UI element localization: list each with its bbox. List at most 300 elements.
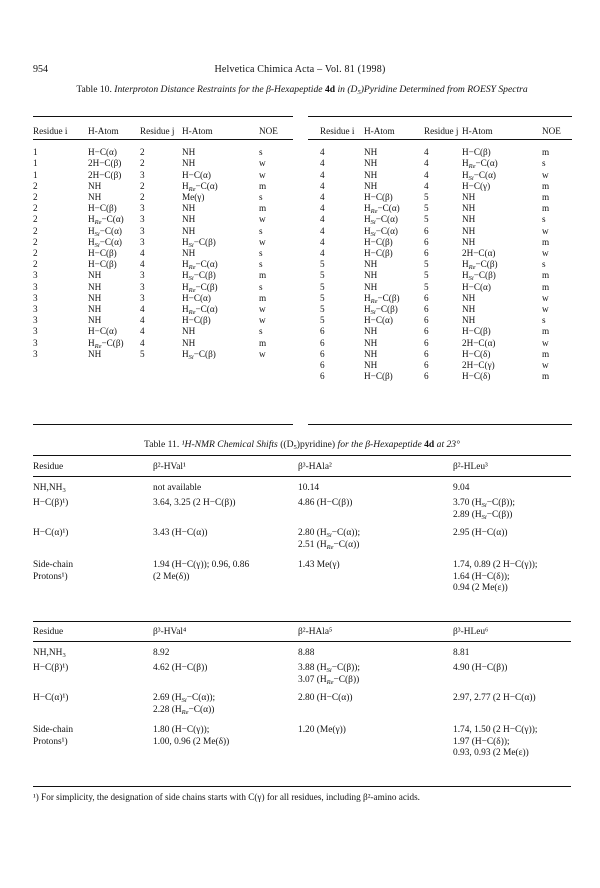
col-header-noe: NOE xyxy=(259,126,278,136)
table-row xyxy=(33,237,291,248)
cell-h-atom-j: NH xyxy=(462,225,476,236)
cell-residue-i: 5 xyxy=(320,270,325,281)
cell-noe: w xyxy=(542,337,549,348)
journal-title: Helvetica Chimica Acta – Vol. 81 (1998) xyxy=(214,64,386,75)
cell-h-atom-j: NH xyxy=(462,304,476,315)
cell-residue-i: 4 xyxy=(320,169,325,180)
cell-h-atom-i: $H_{Re}-C(\alpha)$ xyxy=(88,214,124,227)
cell-noe: m xyxy=(542,348,550,359)
table-row xyxy=(33,203,291,214)
cell-residue-i: 4 xyxy=(320,203,325,214)
table-row xyxy=(320,170,572,181)
cell-residue-j: 6 xyxy=(424,371,429,382)
cell-noe: m xyxy=(542,147,550,158)
cell-residue-j: 2 xyxy=(140,147,145,158)
table-row xyxy=(33,315,291,326)
cell-side-chain: 1.94 (H−C(γ)); 0.96, 0.86 (2 Me(δ)) xyxy=(153,560,250,582)
cell-nh: 8.92 xyxy=(153,648,170,658)
cell-h-c-beta: 4.86 (H−C(β)) xyxy=(298,498,353,508)
cell-residue-j: 4 xyxy=(140,248,145,259)
cell-residue-j: 4 xyxy=(140,315,145,326)
cell-noe: s xyxy=(259,326,263,337)
cell-h-atom-i: $H_{Si}-C(\alpha)$ xyxy=(364,225,398,238)
col-header-residue: Residue xyxy=(33,462,64,472)
cell-noe: w xyxy=(259,158,266,169)
table-row xyxy=(320,371,572,382)
cell-h-atom-j: 2H−C(γ) xyxy=(462,360,495,371)
cell-residue-i: 3 xyxy=(33,348,38,359)
cell-residue-j: 2 xyxy=(140,192,145,203)
row-label-side-chain: Side-chain Protons¹) xyxy=(33,560,74,582)
cell-h-atom-i: H−C(β) xyxy=(364,371,393,382)
cell-residue-j: 5 xyxy=(424,270,429,281)
cell-residue-i: 2 xyxy=(33,248,38,259)
running-header xyxy=(33,64,567,78)
cell-residue-i: 1 xyxy=(33,169,38,180)
cell-h-atom-j: $H_{Re}-C(\alpha)$ xyxy=(182,259,218,272)
cell-h-atom-i: NH xyxy=(364,147,378,158)
col-header-h-atom: H-Atom xyxy=(364,126,395,136)
cell-noe: w xyxy=(259,214,266,225)
cell-residue-j: 5 xyxy=(424,259,429,270)
cell-noe: m xyxy=(542,281,550,292)
cell-residue-j: 4 xyxy=(424,180,429,191)
cell-h-atom-j: NH xyxy=(182,158,196,169)
table10-header-row xyxy=(33,120,291,143)
cell-h-atom-j: H−C(δ) xyxy=(462,371,491,382)
col-header-residue-i: Residue i xyxy=(33,126,68,136)
col-header-residue-j: Residue j xyxy=(140,126,175,136)
cell-noe: m xyxy=(259,292,267,303)
cell-residue-j: 6 xyxy=(424,326,429,337)
cell-residue-i: 6 xyxy=(320,337,325,348)
cell-h-atom-i: H−C(α) xyxy=(364,315,393,326)
page-number: 954 xyxy=(33,64,48,75)
cell-noe: m xyxy=(542,270,550,281)
cell-h-atom-j: $H_{Si}-C(\beta)$ xyxy=(182,348,216,361)
cell-noe: w xyxy=(542,225,549,236)
cell-residue-i: 1 xyxy=(33,158,38,169)
table10-caption: Table 10. Interproton Distance Restraints for the β-Hexapeptide 4d in $(D_5)Pyridine$ Determined from ROESY Spectra xyxy=(76,84,528,96)
cell-residue-i: 5 xyxy=(320,259,325,270)
table-row xyxy=(33,259,291,270)
cell-nh: 8.81 xyxy=(453,648,470,658)
cell-residue-i: 3 xyxy=(33,281,38,292)
cell-residue-i: 5 xyxy=(320,304,325,315)
cell-residue-j: 2 xyxy=(140,158,145,169)
cell-residue-j: 3 xyxy=(140,214,145,225)
cell-h-atom-i: H−C(β) xyxy=(364,192,393,203)
cell-residue-j: 3 xyxy=(140,270,145,281)
table-row xyxy=(320,181,572,192)
table-row xyxy=(320,214,572,225)
cell-h-atom-i: NH xyxy=(88,348,102,359)
col-header-residue-shift: β³-HLeu⁶ xyxy=(453,627,489,637)
cell-residue-j: 4 xyxy=(140,326,145,337)
table10-left-body xyxy=(33,143,291,360)
table10-left-top-rule xyxy=(33,116,293,117)
cell-h-c-beta: 3.88 $(H_{Si}-C(\beta))$; 3.07 $(H_{Re}-C(\beta))$ xyxy=(298,663,360,686)
cell-nh: 10.14 xyxy=(298,483,320,493)
cell-h-atom-j: $H_{Si}-C(\beta)$ xyxy=(182,236,216,249)
cell-noe: w xyxy=(259,348,266,359)
cell-h-c-alpha: 3.43 (H−C(α)) xyxy=(153,528,208,538)
table-row xyxy=(320,304,572,315)
cell-noe: m xyxy=(259,337,267,348)
cell-h-atom-i: $H_{Re}-C(\alpha)$ xyxy=(364,203,400,216)
cell-h-c-alpha: 2.69 $(H_{Si}-C(\alpha))$; 2.28 $(H_{Re}-C(\alpha))$ xyxy=(153,693,216,716)
cell-h-atom-j: NH xyxy=(182,203,196,214)
cell-side-chain: 1.74, 1.50 (2 H−C(γ)); 1.97 (H−C(δ)); 0.93, 0.93 (2 Me(ε)) xyxy=(453,725,538,759)
cell-h-atom-j: Me(γ) xyxy=(182,192,205,203)
cell-residue-i: 2 xyxy=(33,214,38,225)
cell-h-atom-i: $H_{Si}-C(\beta)$ xyxy=(364,304,398,317)
cell-h-atom-j: H−C(β) xyxy=(462,147,491,158)
table11-caption: Table 11. ¹H-NMR Chemical Shifts $((D_5)pyridine)$ for the β-Hexapeptide 4d at 23° xyxy=(144,439,460,451)
cell-residue-i: 2 xyxy=(33,236,38,247)
cell-h-atom-j: NH xyxy=(182,337,196,348)
cell-h-atom-i: H−C(β) xyxy=(88,248,117,259)
cell-residue-i: 2 xyxy=(33,259,38,270)
row-label-side-chain: Side-chain Protons¹) xyxy=(33,725,74,747)
cell-residue-j: 2 xyxy=(140,180,145,191)
table-row xyxy=(320,192,572,203)
cell-residue-i: 6 xyxy=(320,348,325,359)
table-row xyxy=(33,293,291,304)
cell-h-atom-j: $H_{Re}-C(\alpha)$ xyxy=(182,180,218,193)
cell-residue-i: 4 xyxy=(320,214,325,225)
cell-h-atom-i: NH xyxy=(88,192,102,203)
cell-noe: s xyxy=(259,281,263,292)
col-header-residue-i: Residue i xyxy=(320,126,355,136)
cell-residue-i: 4 xyxy=(320,248,325,259)
cell-h-atom-j: NH xyxy=(462,203,476,214)
cell-residue-j: 5 xyxy=(424,214,429,225)
table-row xyxy=(33,143,291,158)
cell-h-atom-i: NH xyxy=(88,270,102,281)
cell-residue-j: 4 xyxy=(424,169,429,180)
cell-noe: w xyxy=(542,292,549,303)
cell-h-atom-i: NH xyxy=(364,281,378,292)
cell-h-atom-j: H−C(γ) xyxy=(462,180,491,191)
cell-noe: w xyxy=(259,169,266,180)
table-row xyxy=(33,270,291,281)
cell-h-atom-i: NH xyxy=(88,281,102,292)
table-row xyxy=(320,259,572,270)
cell-h-atom-i: NH xyxy=(364,259,378,270)
cell-residue-j: 6 xyxy=(424,248,429,259)
table11-header1-rule xyxy=(33,476,571,477)
cell-residue-j: 6 xyxy=(424,337,429,348)
cell-h-atom-i: NH xyxy=(364,158,378,169)
table10-right-top-rule xyxy=(308,116,572,117)
cell-h-c-beta: 3.64, 3.25 (2 H−C(β)) xyxy=(153,498,236,508)
cell-noe: s xyxy=(542,259,546,270)
cell-h-atom-i: H−C(β) xyxy=(88,259,117,270)
cell-h-atom-j: H−C(β) xyxy=(462,326,491,337)
table-row xyxy=(33,326,291,337)
table-row xyxy=(33,170,291,181)
cell-noe: m xyxy=(542,180,550,191)
cell-h-atom-j: NH xyxy=(182,214,196,225)
cell-noe: m xyxy=(542,326,550,337)
cell-h-atom-i: NH xyxy=(364,348,378,359)
cell-h-atom-j: $H_{Si}-C(\beta)$ xyxy=(182,270,216,283)
cell-h-atom-j: H−C(α) xyxy=(462,281,491,292)
cell-nh: not available xyxy=(153,483,202,493)
row-label-h-c-alpha: H−C(α)¹) xyxy=(33,528,69,538)
cell-h-c-beta: 4.90 (H−C(β)) xyxy=(453,663,508,673)
cell-noe: s xyxy=(259,248,263,259)
cell-h-atom-j: $H_{Re}-C(\alpha)$ xyxy=(182,304,218,317)
cell-residue-i: 1 xyxy=(33,147,38,158)
cell-h-atom-j: $H_{Re}-C(\alpha)$ xyxy=(462,158,498,171)
table-row xyxy=(320,360,572,371)
cell-h-atom-j: NH xyxy=(182,326,196,337)
cell-nh: 8.88 xyxy=(298,648,315,658)
cell-noe: s xyxy=(542,315,546,326)
cell-noe: w xyxy=(259,315,266,326)
cell-h-atom-i: H−C(β) xyxy=(88,203,117,214)
cell-h-atom-i: H−C(β) xyxy=(364,236,393,247)
cell-residue-j: 5 xyxy=(140,348,145,359)
cell-h-c-alpha: 2.95 (H−C(α)) xyxy=(453,528,508,538)
cell-residue-j: 5 xyxy=(424,203,429,214)
cell-noe: w xyxy=(542,248,549,259)
table-row xyxy=(320,349,572,360)
cell-noe: m xyxy=(259,270,267,281)
row-label-h-c-beta: H−C(β)¹) xyxy=(33,498,69,508)
cell-h-atom-j: $H_{Re}-C(\beta)$ xyxy=(462,259,498,272)
cell-h-atom-i: H−C(α) xyxy=(88,147,117,158)
cell-h-atom-j: 2H−C(α) xyxy=(462,248,496,259)
cell-noe: s xyxy=(542,214,546,225)
row-label-nh: $NH,NH_3$ xyxy=(33,648,66,659)
table-row xyxy=(33,181,291,192)
cell-h-c-beta: 3.70 $(H_{Si}-C(\beta))$; 2.89 $(H_{Si}-C(\beta))$ xyxy=(453,498,515,521)
table-row xyxy=(33,304,291,315)
cell-residue-i: 3 xyxy=(33,292,38,303)
cell-h-atom-i: NH xyxy=(364,180,378,191)
cell-residue-i: 2 xyxy=(33,192,38,203)
table-row xyxy=(320,315,572,326)
table-row xyxy=(33,349,291,360)
cell-residue-j: 3 xyxy=(140,292,145,303)
col-header-h-atom: H-Atom xyxy=(182,126,213,136)
cell-noe: m xyxy=(542,236,550,247)
col-header-noe: NOE xyxy=(542,126,561,136)
table-row xyxy=(33,214,291,225)
cell-residue-i: 3 xyxy=(33,270,38,281)
cell-residue-j: 5 xyxy=(424,192,429,203)
table10-left xyxy=(33,120,291,360)
cell-h-c-beta: 4.62 (H−C(β)) xyxy=(153,663,208,673)
table-row xyxy=(320,293,572,304)
cell-h-atom-j: $H_{Si}-C(\beta)$ xyxy=(462,270,496,283)
table11-mid-rule xyxy=(33,621,571,622)
cell-h-c-alpha: 2.80 $(H_{Si}-C(\alpha))$; 2.51 $(H_{Re}-C(\alpha))$ xyxy=(298,528,361,551)
cell-residue-i: 6 xyxy=(320,326,325,337)
col-header-residue-shift: β²-HLeu³ xyxy=(453,462,488,472)
cell-h-atom-i: $H_{Si}-C(\alpha)$ xyxy=(88,225,122,238)
col-header-residue-shift: β²-HVal¹ xyxy=(153,462,186,472)
cell-side-chain: 1.20 (Me(γ)) xyxy=(298,725,346,735)
cell-noe: s xyxy=(259,259,263,270)
table-row xyxy=(320,248,572,259)
cell-h-atom-i: NH xyxy=(364,360,378,371)
cell-h-atom-i: $H_{Re}-C(\beta)$ xyxy=(364,292,400,305)
cell-noe: m xyxy=(259,180,267,191)
cell-h-atom-i: NH xyxy=(364,326,378,337)
table11-top-rule xyxy=(33,455,571,456)
row-label-h-c-alpha: H−C(α)¹) xyxy=(33,693,69,703)
table11-bottom-rule xyxy=(33,786,571,787)
cell-nh: 9.04 xyxy=(453,483,470,493)
cell-residue-i: 3 xyxy=(33,315,38,326)
cell-residue-j: 3 xyxy=(140,169,145,180)
cell-noe: w xyxy=(542,169,549,180)
cell-h-atom-j: NH xyxy=(462,292,476,303)
cell-noe: w xyxy=(259,304,266,315)
cell-h-atom-i: NH xyxy=(88,315,102,326)
cell-noe: m xyxy=(259,203,267,214)
cell-noe: s xyxy=(542,158,546,169)
cell-residue-j: 4 xyxy=(424,147,429,158)
cell-residue-j: 6 xyxy=(424,225,429,236)
cell-residue-j: 6 xyxy=(424,304,429,315)
cell-h-atom-j: H−C(α) xyxy=(182,169,211,180)
table10-left-bottom-rule xyxy=(33,424,293,425)
table-row xyxy=(33,282,291,293)
cell-residue-j: 3 xyxy=(140,236,145,247)
cell-h-atom-j: H−C(β) xyxy=(182,315,211,326)
table11-footnote: ¹) For simplicity, the designation of side chains starts with C(γ) for all residues, including β²-amino acids. xyxy=(33,792,420,802)
table-row xyxy=(33,338,291,349)
cell-h-atom-i: NH xyxy=(364,270,378,281)
cell-residue-i: 3 xyxy=(33,326,38,337)
cell-residue-i: 4 xyxy=(320,192,325,203)
col-header-residue-shift: β³-HVal⁴ xyxy=(153,627,187,637)
cell-h-atom-i: $H_{Si}-C(\alpha)$ xyxy=(88,236,122,249)
cell-h-atom-i: 2H−C(β) xyxy=(88,158,122,169)
table-row xyxy=(320,203,572,214)
cell-residue-i: 5 xyxy=(320,315,325,326)
cell-residue-i: 2 xyxy=(33,203,38,214)
col-header-residue-j: Residue j xyxy=(424,126,459,136)
table-row xyxy=(320,326,572,337)
cell-residue-j: 6 xyxy=(424,292,429,303)
cell-side-chain: 1.74, 0.89 (2 H−C(γ)); 1.64 (H−C(δ)); 0.94 (2 Me(ε)) xyxy=(453,560,538,594)
cell-h-c-alpha: 2.80 (H−C(α)) xyxy=(298,693,353,703)
col-header-residue-shift: β²-HAla⁵ xyxy=(298,627,333,637)
table-row xyxy=(320,143,572,158)
cell-residue-j: 3 xyxy=(140,225,145,236)
row-label-h-c-beta: H−C(β)¹) xyxy=(33,663,69,673)
cell-residue-j: 4 xyxy=(140,304,145,315)
cell-residue-i: 4 xyxy=(320,225,325,236)
cell-residue-i: 2 xyxy=(33,225,38,236)
cell-residue-j: 3 xyxy=(140,281,145,292)
cell-residue-j: 6 xyxy=(424,360,429,371)
col-header-residue: Residue xyxy=(33,627,64,637)
cell-residue-i: 3 xyxy=(33,337,38,348)
cell-residue-i: 5 xyxy=(320,281,325,292)
cell-residue-i: 4 xyxy=(320,158,325,169)
cell-residue-i: 3 xyxy=(33,304,38,315)
cell-h-atom-i: NH xyxy=(364,337,378,348)
cell-noe: s xyxy=(259,192,263,203)
cell-h-atom-j: H−C(α) xyxy=(182,292,211,303)
cell-noe: m xyxy=(542,203,550,214)
cell-h-atom-j: $H_{Re}-C(\beta)$ xyxy=(182,281,218,294)
cell-h-atom-j: NH xyxy=(182,225,196,236)
col-header-h-atom: H-Atom xyxy=(88,126,119,136)
cell-noe: s xyxy=(259,225,263,236)
cell-residue-i: 6 xyxy=(320,371,325,382)
cell-residue-i: 4 xyxy=(320,236,325,247)
cell-noe: s xyxy=(259,147,263,158)
cell-residue-j: 4 xyxy=(424,158,429,169)
col-header-residue-shift: β³-HAla² xyxy=(298,462,332,472)
table-row xyxy=(33,158,291,169)
table-row xyxy=(320,158,572,169)
table-row xyxy=(320,282,572,293)
cell-residue-j: 6 xyxy=(424,348,429,359)
table10-right xyxy=(320,120,572,382)
cell-h-atom-j: NH xyxy=(182,147,196,158)
table-row xyxy=(320,226,572,237)
cell-noe: w xyxy=(542,304,549,315)
cell-h-atom-j: NH xyxy=(182,248,196,259)
cell-h-atom-j: $H_{Si}-C(\alpha)$ xyxy=(462,169,496,182)
table-row xyxy=(33,226,291,237)
cell-h-c-alpha: 2.97, 2.77 (2 H−C(α)) xyxy=(453,693,536,703)
cell-residue-j: 4 xyxy=(140,337,145,348)
row-label-nh: $NH,NH_3$ xyxy=(33,483,66,494)
cell-h-atom-i: NH xyxy=(88,304,102,315)
cell-noe: m xyxy=(542,192,550,203)
cell-h-atom-i: H−C(β) xyxy=(364,248,393,259)
cell-h-atom-i: NH xyxy=(88,180,102,191)
cell-h-atom-i: H−C(α) xyxy=(88,326,117,337)
cell-h-atom-i: NH xyxy=(88,292,102,303)
cell-h-atom-i: $H_{Si}-C(\alpha)$ xyxy=(364,214,398,227)
table-row xyxy=(320,270,572,281)
cell-h-atom-j: NH xyxy=(462,214,476,225)
table10-right-bottom-rule xyxy=(308,424,572,425)
cell-h-atom-j: NH xyxy=(462,315,476,326)
cell-h-atom-j: H−C(δ) xyxy=(462,348,491,359)
cell-side-chain: 1.43 Me(γ) xyxy=(298,560,340,570)
cell-residue-i: 4 xyxy=(320,180,325,191)
table-row xyxy=(33,248,291,259)
table11-header2-rule xyxy=(33,641,571,642)
cell-residue-j: 4 xyxy=(140,259,145,270)
cell-h-atom-i: $H_{Re}-C(\beta)$ xyxy=(88,337,124,350)
cell-h-atom-j: NH xyxy=(462,192,476,203)
cell-side-chain: 1.80 (H−C(γ)); 1.00, 0.96 (2 Me(δ)) xyxy=(153,725,230,747)
cell-residue-j: 3 xyxy=(140,203,145,214)
table10-header-row xyxy=(320,120,572,143)
cell-residue-i: 2 xyxy=(33,180,38,191)
table10-right-body xyxy=(320,143,572,382)
table-row xyxy=(320,338,572,349)
cell-h-atom-j: NH xyxy=(462,236,476,247)
cell-noe: m xyxy=(542,371,550,382)
cell-h-atom-j: 2H−C(α) xyxy=(462,337,496,348)
cell-h-atom-i: 2H−C(β) xyxy=(88,169,122,180)
cell-residue-i: 6 xyxy=(320,360,325,371)
